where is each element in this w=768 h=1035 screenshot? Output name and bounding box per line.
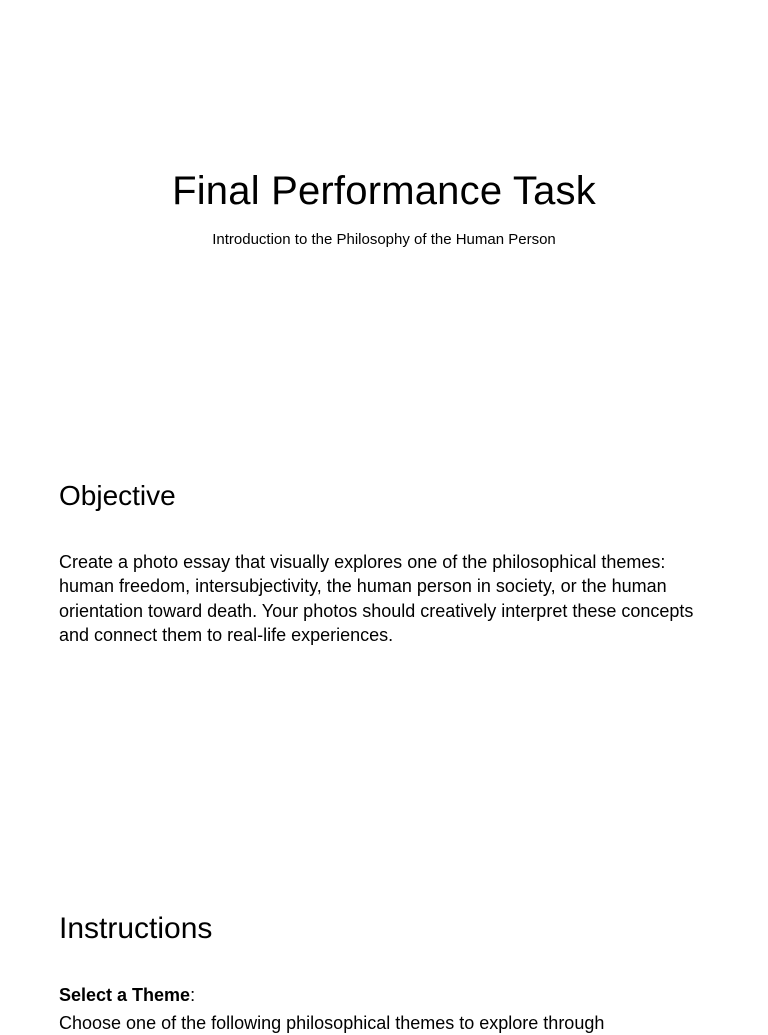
- select-theme-colon: :: [190, 985, 196, 1005]
- select-theme-label: Select a Theme: [59, 985, 191, 1005]
- select-theme-line: [59, 983, 195, 1007]
- page-subtitle: Introduction to the Philosophy of the Human Person: [212, 231, 556, 248]
- objective-heading: Objective: [59, 480, 176, 511]
- objective-text: Create a photo essay that visually explores one of the philosophical themes: human freedom, intersubjectivity, the human person in society, or the human orientation toward death. Your photos should creatively interpret these concepts and connect them to real-life experiences.: [59, 552, 694, 646]
- page-title: Final Performance Task: [172, 169, 596, 213]
- instructions-partial-text: Choose one of the following philosophical themes to explore through: [59, 1013, 605, 1033]
- instructions-heading: Instructions: [59, 912, 213, 945]
